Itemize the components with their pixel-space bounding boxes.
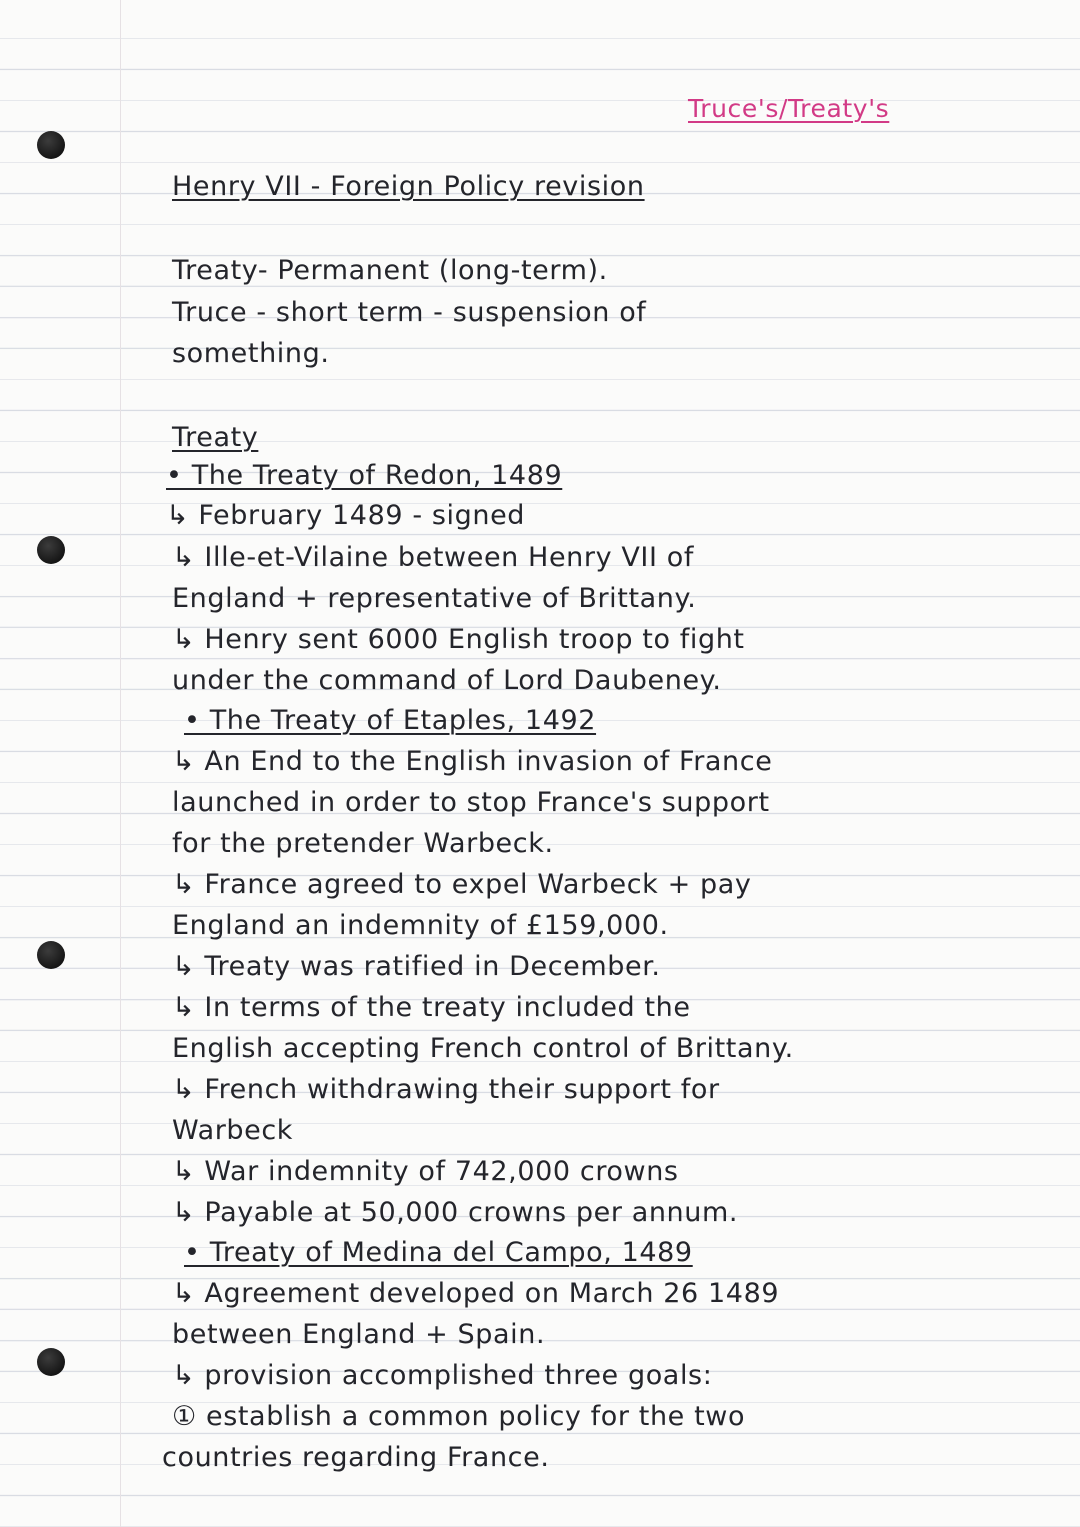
medina-line-4: ① establish a common policy for the two	[172, 1401, 746, 1432]
definition-truce-line-1: Truce - short term - suspension of	[172, 297, 647, 328]
etaples-line-9: ↳ French withdrawing their support for	[172, 1074, 720, 1105]
etaples-line-12: ↳ Payable at 50,000 crowns per annum.	[172, 1197, 739, 1228]
etaples-line-6: ↳ Treaty was ratified in December.	[172, 951, 661, 982]
etaples-line-2: launched in order to stop France's support	[172, 787, 770, 818]
etaples-line-1: ↳ An End to the English invasion of France	[172, 746, 773, 777]
etaples-line-3: for the pretender Warbeck.	[172, 828, 554, 859]
etaples-line-5: England an indemnity of £159,000.	[172, 910, 669, 941]
redon-line-4: ↳ Henry sent 6000 English troop to fight	[172, 624, 745, 655]
definition-truce-line-2: something.	[172, 338, 330, 369]
etaples-line-4: ↳ France agreed to expel Warbeck + pay	[172, 869, 752, 900]
punch-hole-3	[37, 941, 65, 969]
etaples-line-7: ↳ In terms of the treaty included the	[172, 992, 691, 1023]
section-heading: Treaty	[172, 422, 259, 453]
punch-hole-2	[37, 536, 65, 564]
margin-line	[120, 0, 121, 1527]
etaples-line-11: ↳ War indemnity of 742,000 crowns	[172, 1156, 679, 1187]
medina-line-5: countries regarding France.	[162, 1442, 550, 1473]
redon-line-5: under the command of Lord Daubeney.	[172, 665, 722, 696]
medina-line-3: ↳ provision accomplished three goals:	[172, 1360, 713, 1391]
redon-title: • The Treaty of Redon, 1489	[166, 460, 563, 491]
redon-line-3: England + representative of Brittany.	[172, 583, 697, 614]
medina-line-2: between England + Spain.	[172, 1319, 546, 1350]
definition-treaty: Treaty- Permanent (long-term).	[172, 255, 608, 286]
medina-line-1: ↳ Agreement developed on March 26 1489	[172, 1278, 780, 1309]
etaples-line-10: Warbeck	[172, 1115, 294, 1146]
redon-line-2: ↳ Ille-et-Vilaine between Henry VII of	[172, 542, 694, 573]
etaples-title: • The Treaty of Etaples, 1492	[184, 705, 597, 736]
page-title: Henry VII - Foreign Policy revision	[172, 171, 645, 202]
redon-line-1: ↳ February 1489 - signed	[166, 500, 526, 531]
punch-hole-4	[37, 1348, 65, 1376]
etaples-line-8: English accepting French control of Brittany.	[172, 1033, 794, 1064]
medina-title: • Treaty of Medina del Campo, 1489	[184, 1237, 693, 1268]
punch-hole-1	[37, 131, 65, 159]
page-tag: Truce's/Treaty's	[688, 94, 890, 123]
